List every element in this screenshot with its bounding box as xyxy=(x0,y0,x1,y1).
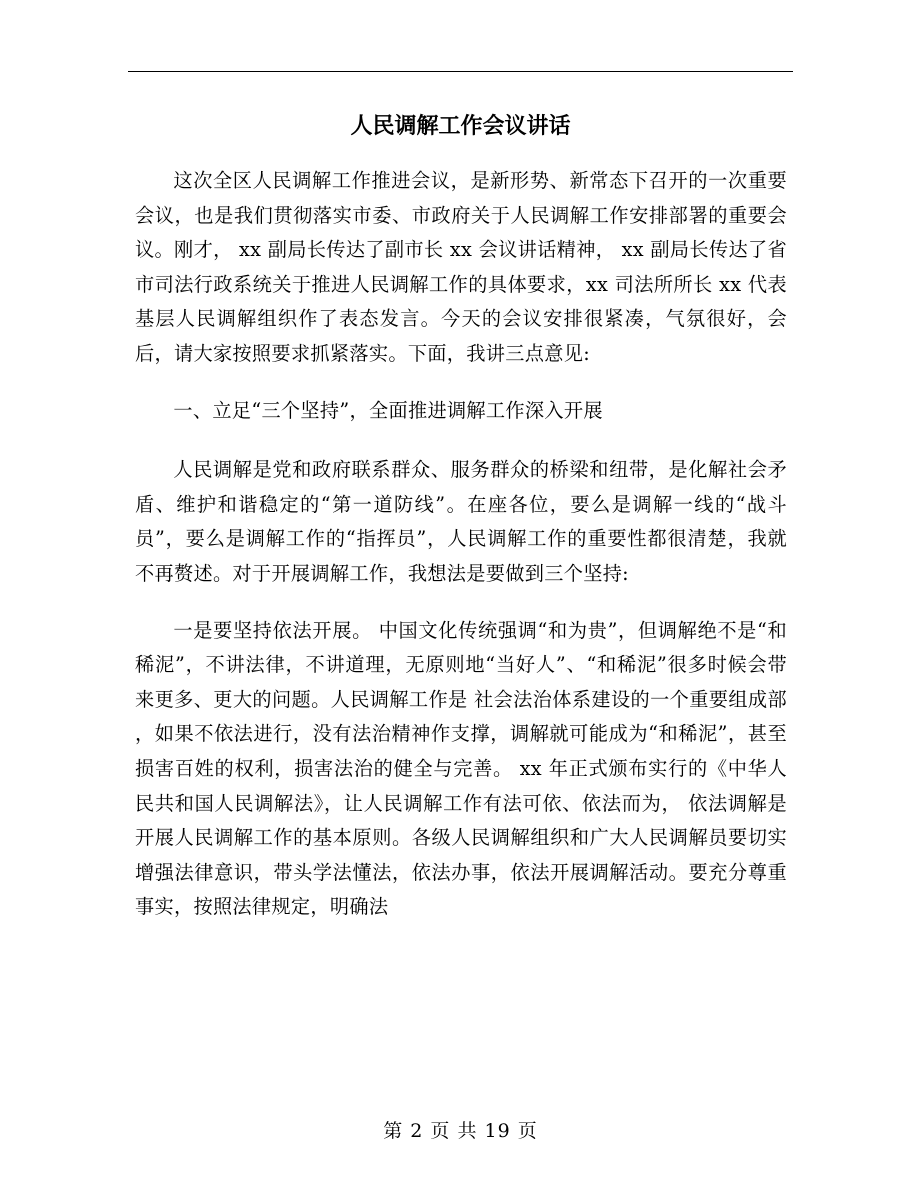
section-heading-1: 一、立足“三个坚持”，全面推进调解工作深入开展 xyxy=(173,398,603,422)
document-body xyxy=(135,164,787,947)
paragraph-intro: 这次全区人民调解工作推进会议，是新形势、新常态下召开的一次重要会议，也是我们贯彻落实市委、市政府关于人民调解工作安排部署的重要会议。刚才， xx 副局长传达了副市长 xx 会议讲话精神， xx 副局长传达了省市司法行政系统关于推进人民调解工作的具体要求，xx 司法所所长 xx 代表基层人民调解组织作了表态发言。今天的会议安排很紧凑，气氛很好，会后，请大家按照要求抓紧落实。下面，我讲三点意见: xyxy=(135,169,787,365)
header-rule xyxy=(128,71,793,72)
page-number-footer: 第 2 页 共 19 页 xyxy=(383,1120,538,1142)
paragraph-mediation-role: 人民调解是党和政府联系群众、服务群众的桥梁和纽带，是化解社会矛盾、维护和谐稳定的“第一道防线”。在座各位，要么是调解一线的“战斗员”，要么是调解工作的“指挥员”，人民调解工作的重要性都很清楚，我就不再赘述。对于开展调解工作，我想法是要做到三个坚持: xyxy=(135,458,787,585)
paragraph-lawful-mediation: 一是要坚持依法开展。 中国文化传统强调“和为贵”，但调解绝不是“和稀泥”，不讲法律，不讲道理，无原则地“当好人”、“和稀泥”很多时候会带来更多、更大的问题。人民调解工作是 社会法治体系建设的一个重要组成部 ，如果不依法进行，没有法治精神作支撑，调解就可能成为“和稀泥”，甚至损害百姓的权利，损害法治的健全与完善。 xx 年正式颁布实行的《中华人民共和国人民调解法》，让人民调解工作有法可依、依法而为， 依法调解是开展人民调解工作的基本原则。各级人民调解组织和广大人民调解员要切实增强法律意识，带头学法懂法，依法办事，依法开展调解活动。要充分尊重事实，按照法律规定，明确法 xyxy=(135,618,787,919)
document-title: 人民调解工作会议讲话 xyxy=(350,113,571,139)
